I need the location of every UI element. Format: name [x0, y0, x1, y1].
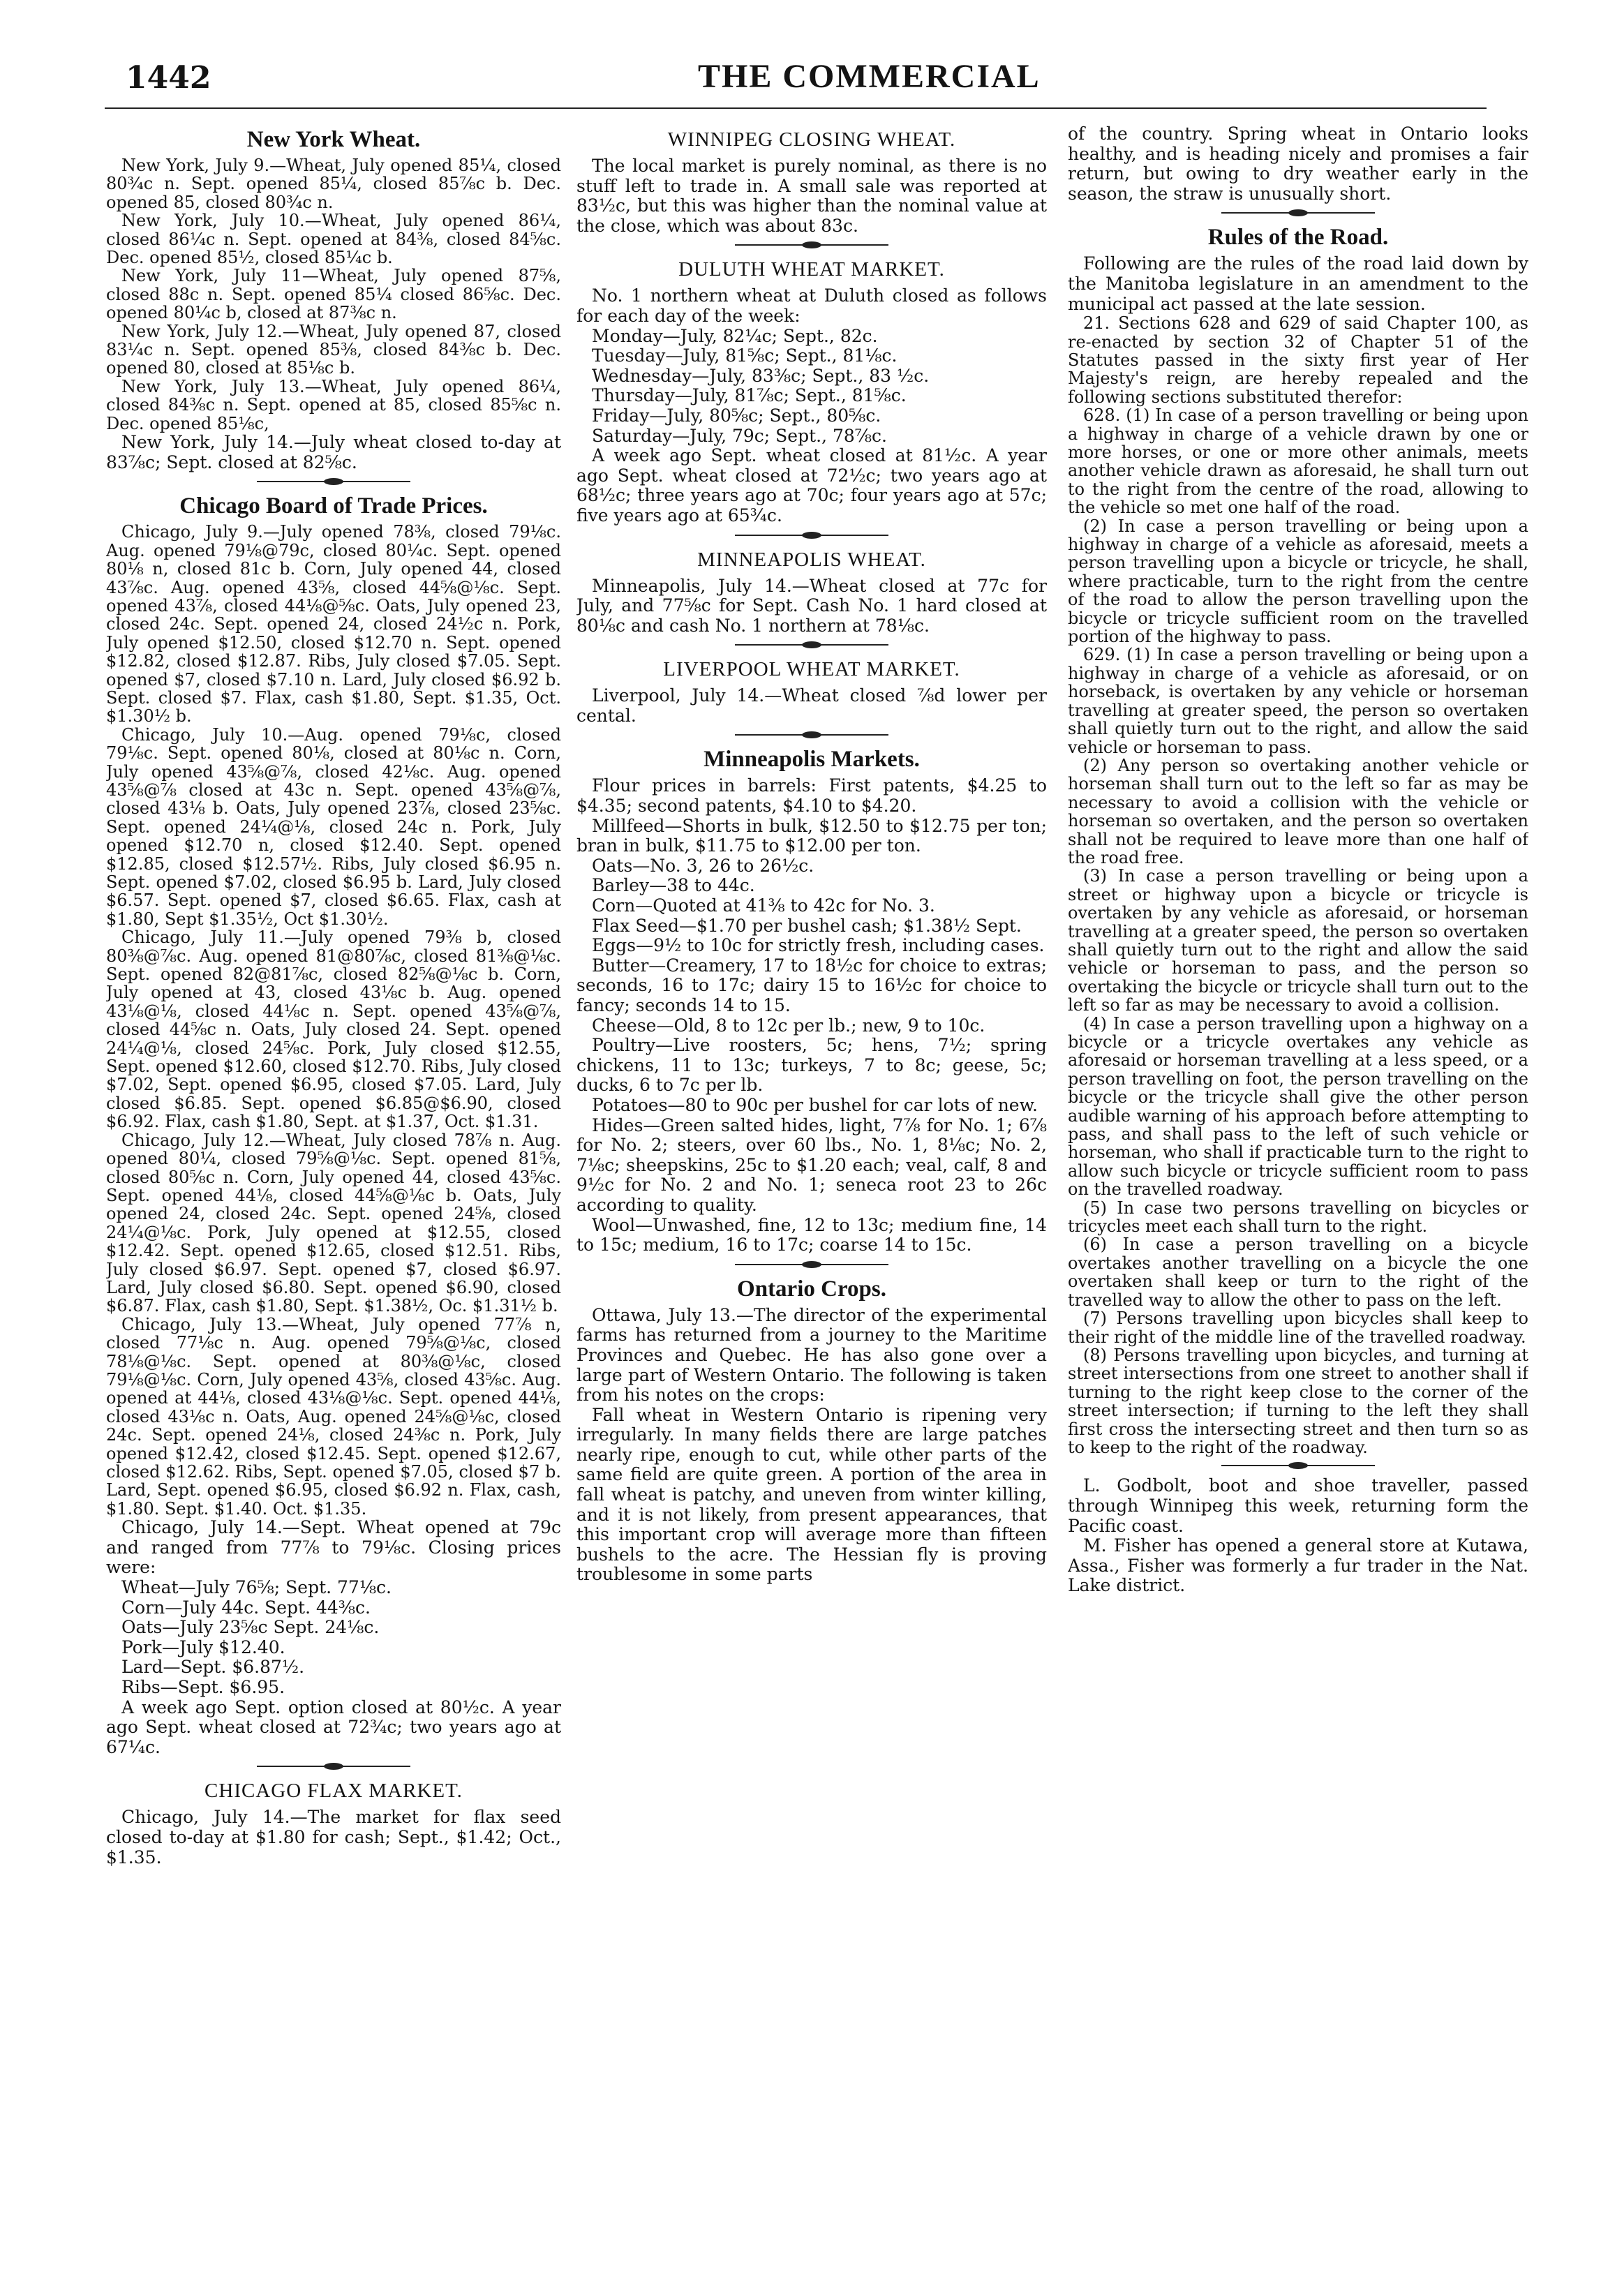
headline: Rules of the Road.: [1207, 225, 1389, 251]
paragraph: 629. (1) In case a person travelling or being upon a highway in charge of a vehicle as aforesaid, or on horseback, is overtaken by any vehicle or horseman travelling at greater speed, the person so overtaken shall quietly turn out to the right, and allow the said vehicle or horseman to pass.: [1068, 645, 1528, 757]
section-separator: [735, 530, 888, 540]
paragraph: A week ago Sept. wheat closed at 81½c. A year ago Sept. wheat closed at 72½c; two years ago at 68½c; three years ago at 70c; four years ago at 57c; five years ago at 65¾c.: [576, 445, 1047, 525]
section-separator: [735, 1260, 888, 1269]
price-line: Tuesday—July, 81⅝c; Sept., 81⅛c.: [592, 345, 898, 366]
paragraph: Ottawa, July 13.—The director of the experimental farms has returned from a journey to the Maritime Provinces and Quebec. He has also gone over a large part of Western Ontario. The following is taken from his notes on the crops:: [576, 1304, 1047, 1406]
paragraph: New York, July 13.—Wheat, July opened 86¼, closed 84⅜c n. Sept. opened at 85, closed 85⅝c n. Dec. opened 85⅛c,: [106, 376, 561, 433]
price-line: Ribs—Sept. $6.95.: [121, 1676, 285, 1697]
paragraph: A week ago Sept. option closed at 80½c. A year ago Sept. wheat closed at 72¾c; two years ago at 67¼c.: [106, 1697, 561, 1757]
paragraph: Wool—Unwashed, fine, 12 to 13c; medium fine, 14 to 15c; medium, 16 to 17c; coarse 14 to 15c.: [576, 1214, 1047, 1255]
paragraph: No. 1 northern wheat at Duluth closed as follows for each day of the week:: [576, 285, 1047, 326]
paragraph: Barley—38 to 44c.: [592, 875, 755, 896]
running-title: THE COMMERCIAL: [698, 58, 1041, 95]
price-line: Oats—July 23⅝c Sept. 24⅛c.: [121, 1617, 380, 1638]
paragraph: The local market is purely nominal, as there is no stuff left to trade in. A small sale was reported at 83½c, but this was higher than the nominal value at the close, which was about 83c.: [576, 156, 1047, 236]
paragraph: Butter—Creamery, 17 to 18½c for choice to extras; seconds, 16 to 17c; dairy 15 to 16½c for choice to fancy; seconds 14 to 15.: [576, 955, 1047, 1015]
paragraph: Fall wheat in Western Ontario is ripening very irregularly. In many fields there are large patches nearly ripe, enough to cut, while other parts of the same field are quite green. A portion of the area in fall wheat is patchy, and uneven from winter killing, and it is not likely, from present appearances, that this important crop will average more than fifteen bushels to the acre. The Hessian fly is proving troublesome in some parts: [576, 1404, 1047, 1585]
headline: CHICAGO FLAX MARKET.: [204, 1780, 463, 1803]
price-line: Monday—July, 82¼c; Sept., 82c.: [592, 325, 878, 346]
headline: Minneapolis Markets.: [703, 747, 920, 773]
headline: MINNEAPOLIS WHEAT.: [697, 548, 926, 571]
section-separator: [735, 640, 888, 650]
article-chicago-board-of-trade: [106, 492, 561, 1757]
paragraph: L. Godbolt, boot and shoe traveller, passed through Winnipeg this week, returning form the Pacific coast.: [1068, 1475, 1528, 1536]
paragraph: M. Fisher has opened a general store at Kutawa, Assa., Fisher was formerly a fur trader in the Nat. Lake district.: [1068, 1535, 1528, 1596]
headline: WINNIPEG CLOSING WHEAT.: [667, 128, 956, 151]
article-briefs: [1068, 1476, 1528, 1596]
paragraph: (5) In case two persons travelling on bicycles or tricycles meet each shall turn to the right.: [1068, 1198, 1528, 1237]
section-separator: [257, 477, 410, 486]
headline: New York Wheat.: [246, 127, 421, 152]
paragraph: Cheese—Old, 8 to 12c per lb.; new, 9 to 10c.: [592, 1015, 985, 1036]
headline: Ontario Crops.: [737, 1276, 886, 1302]
paragraph: Flour prices in barrels: First patents, $4.25 to $4.35; second patents, $4.10 to $4.20.: [576, 775, 1047, 817]
price-line: Corn—July 44c. Sept. 44⅜c.: [121, 1597, 371, 1618]
paragraph: Liverpool, July 14.—Wheat closed ⅞d lower per cental.: [576, 685, 1047, 726]
section-separator: [735, 240, 888, 250]
paragraph: New York, July 10.—Wheat, July opened 86¼, closed 86¼c n. Sept. opened at 84⅜, closed 84⅝c. Dec. opened 85½, closed 85¼c b.: [106, 211, 561, 268]
price-line: Friday—July, 80⅝c; Sept., 80⅝c.: [592, 405, 881, 426]
paragraph: New York, July 11—Wheat, July opened 87⅝, closed 88c n. Sept. opened 85¼ closed 86⅝c. Dec. opened 80¼c b, closed at 87⅜c n.: [106, 266, 561, 323]
paragraph: (2) In case a person travelling or being upon a highway in charge of a vehicle as aforesaid, meets a person travelling upon a bicycle or tricycle, he shall, where practicable, turn to the right from the centre of the road to allow the person travelling upon the bicycle or tricycle sufficient room on the travelled portion of the highway to pass.: [1068, 516, 1528, 647]
paragraph: 628. (1) In case of a person travelling or being upon a highway in charge of a vehicle drawn by one or more horses, or one or more other animals, meets another vehicle drawn as aforesaid, he shall turn out to the right from the centre of the road, allowing to the vehicle so met one half of the road.: [1068, 405, 1528, 518]
column-2: [576, 124, 1047, 1589]
paragraph: Hides—Green salted hides, light, 7⅞ for No. 1; 6⅞ for No. 2; steers, over 60 lbs., No. 1, 8⅛c; No. 2, 7⅛c; sheepskins, 25c to $1.20 each; veal, calf, 8 and 9½c for No. 2 and No. 1; seneca root 23 to 26c according to quality.: [576, 1115, 1047, 1215]
article-minneapolis-markets: [576, 745, 1047, 1255]
paragraph: Following are the rules of the road laid down by the Manitoba legislature in an amendment to the municipal act passed at the late session.: [1068, 253, 1528, 314]
paragraph: Poultry—Live roosters, 5c; hens, 7½; spring chickens, 11 to 13c; turkeys, 7 to 8c; geese, 5c; ducks, 6 to 7c per lb.: [576, 1035, 1047, 1096]
article-duluth-wheat: [576, 255, 1047, 525]
paragraph: Chicago, July 14.—Sept. Wheat opened at 79c and ranged from 77⅞ to 79⅛c. Closing prices were:: [106, 1517, 561, 1578]
price-line: Lard—Sept. $6.87½.: [121, 1657, 305, 1678]
header-rule: [105, 107, 1487, 109]
paragraph: New York, July 9.—Wheat, July opened 85¼, closed 80¾c n. Sept. opened 85¼, closed 85⅞c b. Dec. opened 85, closed 80¾c n.: [106, 156, 561, 212]
paragraph: New York, July 12.—Wheat, July opened 87, closed 83¼c n. Sept. opened 85⅜, closed 84⅜c b. Dec. opened 80, closed at 85⅛c b.: [106, 321, 561, 378]
paragraph: (2) Any person so overtaking another vehicle or horseman shall turn out to the left so far as may be necessary to avoid a collision with the vehicle or horseman so overtaken, and the person so overtaken shall not be required to leave more than one half of the road free.: [1068, 755, 1528, 867]
paragraph: Corn—Quoted at 41⅜ to 42c for No. 3.: [592, 895, 935, 916]
article-winnipeg-closing-wheat: [576, 126, 1047, 236]
paragraph: New York, July 14.—July wheat closed to-day at 83⅞c; Sept. closed at 82⅝c.: [106, 432, 561, 472]
paragraph: Chicago, July 9.—July opened 78⅜, closed 79⅛c. Aug. opened 79⅛@79c, closed 80¼c. Sept. opened 80⅛ n, closed 81c b. Corn, July opened 44, closed 43⅞c. Aug. opened 43⅝, closed 44⅝@⅛c. Sept. opened 43⅞, closed 44⅛@⅝c. Oats, July opened 23, closed 24c. Sept. opened 24, closed 24½c n. Pork, July opened $12.50, closed $12.70 n. Sept. opened $12.82, closed $12.87. Ribs, July closed $7.05. Sept. opened $7, closed $7.10 n. Lard, July closed $6.92 b. Sept. closed $7. Flax, cash $1.80, Sept. $1.35, Oct. $1.30½ b.: [106, 522, 561, 726]
column-1: [106, 124, 561, 1872]
page-header: [126, 60, 1480, 102]
paragraph: (6) In case a person travelling on a bicycle overtakes another travelling on a bicycle the one overtaken shall keep or turn to the right of the travelled way to allow the other to pass on the left.: [1068, 1235, 1528, 1310]
paragraph: Chicago, July 11.—July opened 79⅜ b, closed 80⅜@⅞c. Aug. opened 81@80⅞c, closed 81⅜@⅛c. Sept. opened 82@81⅞c, closed 82⅝@⅛c b. Corn, July opened at 43, closed 43⅛c b. Aug. opened 43⅛@⅛, closed 44⅛c n. Sept. opened 43⅝@⅞, closed 44⅝c n. Oats, July closed 24. Sept. opened 24¼@⅛, closed 24⅝c. Pork, July closed $12.55, Sept. opened $12.60, closed $12.70. Ribs, July closed $7.02, Sept. opened $6.95, closed $7.05. Lard, July closed $6.85. Sept. opened $6.85@$6.90, closed $6.92. Flax, cash $1.80, Sept. at $1.37, Oct. $1.31.: [106, 927, 561, 1132]
paragraph: Chicago, July 13.—Wheat, July opened 77⅞ n, closed 77⅛c n. Aug. opened 79⅝@⅛c, closed 78⅛@⅛c. Sept. opened at 80⅜@⅛c, closed 79⅛@⅛c. Corn, July opened 43⅝, closed 43⅝c. Aug. opened at 44⅛, closed 43⅛@⅛c. Sept. opened 44⅛, closed 43⅛c n. Oats, Aug. opened 24⅝@⅛c, closed 24c. Sept. opened 24⅛, closed 24⅜c n. Pork, July opened $12.42, closed $12.45. Sept. opened $12.67, closed $12.62. Ribs, Sept. opened $7.05, closed $7 b. Lard, Sept. opened $6.95, closed $6.92 n. Flax, cash, $1.80. Sept. $1.40. Oct. $1.35.: [106, 1314, 561, 1519]
paragraph: Millfeed—Shorts in bulk, $12.50 to $12.75 per ton; bran in bulk, $11.75 to $12.00 per ton.: [576, 815, 1047, 856]
paragraph: (3) In case a person travelling or being upon a street or highway upon a bicycle or tricycle is overtaken by any vehicle as aforesaid, or horseman travelling at a greater speed, the person so overtaken shall quietly turn out to the right and allow the said vehicle or horseman to pass, and the person so overtaking the bicycle or tricycle shall turn out to the left so far as may be necessary to avoid a collision.: [1068, 866, 1528, 1015]
paragraph: Eggs—9½ to 10c for strictly fresh, including cases.: [592, 935, 1045, 956]
price-line: Wheat—July 76⅝; Sept. 77⅛c.: [121, 1577, 392, 1597]
page-number: 1442: [126, 60, 211, 96]
section-separator: [1221, 208, 1375, 218]
paragraph: Oats—No. 3, 26 to 26½c.: [592, 855, 814, 876]
headline: LIVERPOOL WHEAT MARKET.: [663, 658, 960, 681]
price-line: Wednesday—July, 83⅜c; Sept., 83 ½c.: [592, 365, 930, 386]
paragraph: (7) Persons travelling upon bicycles shall keep to their right of the middle line of the travelled roadway.: [1068, 1309, 1528, 1347]
paragraph: 21. Sections 628 and 629 of said Chapter 100, as re-enacted by section 32 of Chapter 51 of the Statutes passed in the sixty first year of Her Majesty's reign, are hereby repealed and the following sections substituted therefor:: [1068, 313, 1528, 407]
article-new-york-wheat: [106, 126, 561, 472]
headline: DULUTH WHEAT MARKET.: [678, 258, 945, 281]
article-ontario-crops: [576, 1275, 1047, 1585]
paragraph: (4) In case a person travelling upon a highway on a bicycle or a tricycle overtakes any vehicle as aforesaid or horseman travelling at a less speed, or a person travelling on foot, the person travelling on the bicycle or the tricycle shall give the other person audible warning of his approach before attempting to pass, and shall pass to the left of such vehicle or horseman, who shall if practicable turn to the right to allow such bicycle or tricycle sufficient room to pass on the travelled roadway.: [1068, 1013, 1528, 1200]
paragraph-continued: of the country. Spring wheat in Ontario looks healthy, and is heading nicely and promises a fair return, but owing to dry weather early in the season, the straw is unusually short.: [1068, 124, 1528, 204]
paragraph: Chicago, July 14.—The market for flax seed closed to-day at $1.80 for cash; Sept., $1.42; Oct., $1.35.: [106, 1807, 561, 1868]
article-chicago-flax: [106, 1777, 561, 1868]
paragraph: Flax Seed—$1.70 per bushel cash; $1.38½ Sept.: [592, 915, 1022, 936]
price-line: Pork—July $12.40.: [121, 1637, 285, 1657]
article-minneapolis-wheat: [576, 546, 1047, 636]
section-separator: [735, 730, 888, 740]
paragraph: Chicago, July 12.—Wheat, July closed 78⅞ n. Aug. opened 80¼, closed 79⅝@⅛c. Sept. opened 81⅝, closed 80⅝c n. Corn, July opened 44, closed 43⅝c. Sept. opened 44⅛, closed 44⅝@⅛c b. Oats, July opened 24, closed 24c. Sept. opened 24⅝, closed 24¼@⅛c. Pork, July opened at $12.55, closed $12.42. Sept. opened $12.65, closed $12.51. Ribs, July closed $6.97. Sept. opened $7, closed $6.97. Lard, July closed $6.80. Sept. opened $6.90, closed $6.87. Flax, cash $1.80, Sept. $1.38½, Oc. $1.31½ b.: [106, 1130, 561, 1316]
section-separator: [1221, 1461, 1375, 1470]
column-3: [1068, 124, 1528, 1600]
paragraph: Minneapolis, July 14.—Wheat closed at 77c for July, and 77⅝c for Sept. Cash No. 1 hard closed at 80⅛c and cash No. 1 northern at 78⅛c.: [576, 575, 1047, 636]
paragraph: Chicago, July 10.—Aug. opened 79⅛c, closed 79⅛c. Sept. opened 80⅛, closed at 80⅛c n. Corn, July opened 43⅝@⅞, closed 42⅛c. Aug. opened 43⅝@⅞ closed at 43c n. Sept. opened 43⅝@⅞, closed 43⅛ b. Oats, July opened 23⅞, closed 23⅝c. Sept. opened 24¼@⅛, closed 24c n. Pork, July opened $12.70 n, closed $12.40. Sept. opened $12.85, closed $12.57½. Ribs, July closed $6.95 n. Sept. opened $7.02, closed $6.95 b. Lard, July closed $6.57. Sept. opened $7, closed $6.65. Flax, cash at $1.80, Sept $1.35½, Oct $1.30½.: [106, 724, 561, 929]
article-rules-of-the-road: [1068, 223, 1528, 1456]
paragraph: (8) Persons travelling upon bicycles, and turning at street intersections from one street to another shall if turning to the right keep close to the corner of the street intersection; if turning to the left they shall first cross the intersecting street and then turn so as to keep to the right of the roadway.: [1068, 1345, 1528, 1457]
headline: Chicago Board of Trade Prices.: [179, 493, 488, 519]
section-separator: [257, 1761, 410, 1771]
price-line: Thursday—July, 81⅞c; Sept., 81⅝c.: [592, 385, 907, 406]
article-liverpool-wheat: [576, 655, 1047, 726]
paragraph: Potatoes—80 to 90c per bushel for car lots of new.: [592, 1094, 1038, 1115]
price-line: Saturday—July, 79c; Sept., 78⅞c.: [592, 425, 887, 446]
